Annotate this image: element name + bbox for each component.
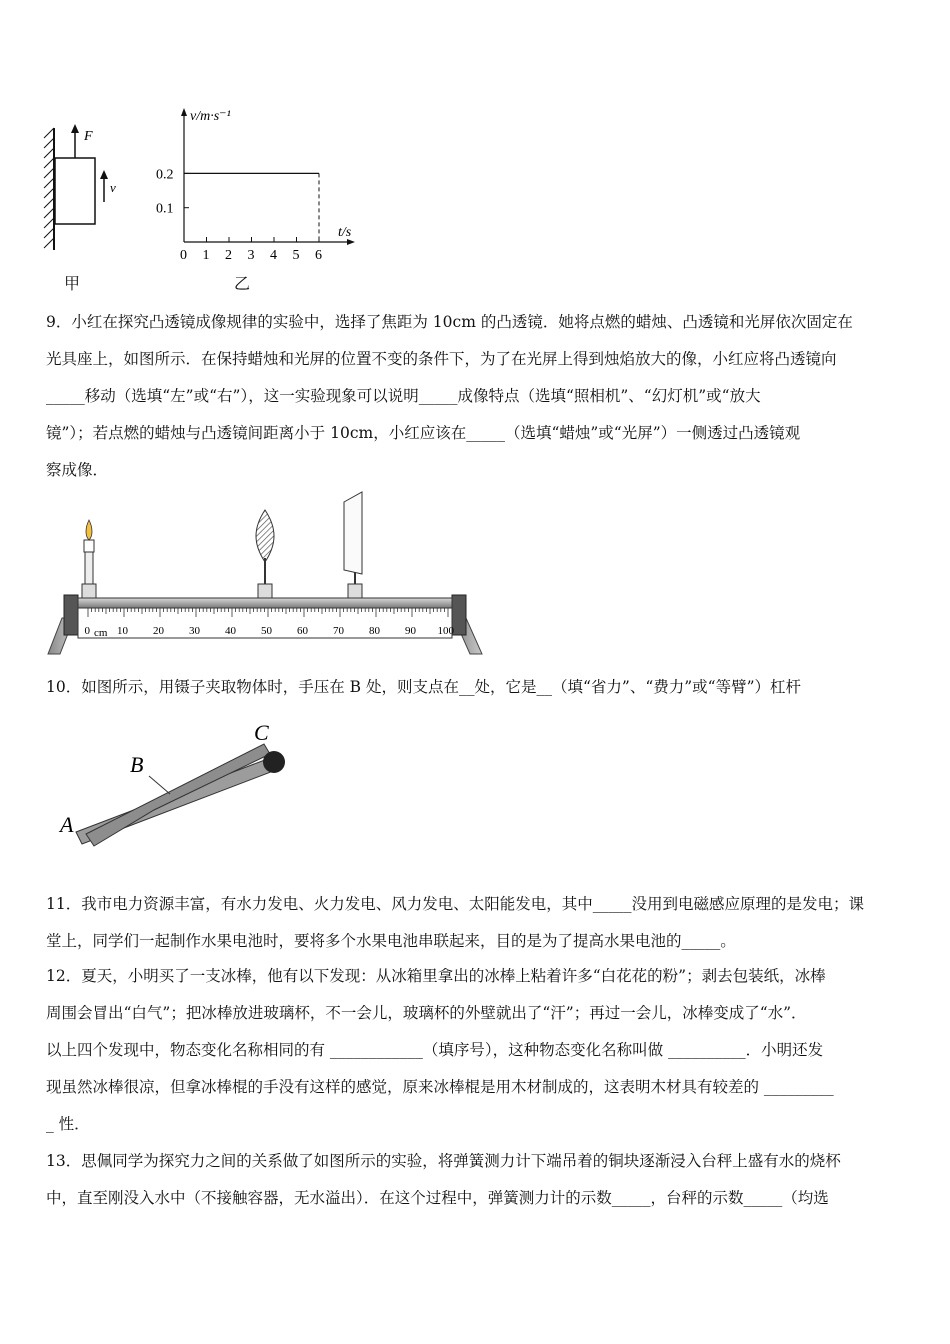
vt-chart <box>150 98 370 278</box>
question-9-line-5: 察成像． <box>46 461 109 479</box>
x-tick-label: 3 <box>247 248 255 263</box>
candle <box>82 520 96 598</box>
label-c: C <box>254 720 269 745</box>
bench-tick-label: 0 <box>84 625 90 637</box>
question-12-line-5: _ 性． <box>46 1115 90 1133</box>
label-jia: 甲 <box>64 274 81 293</box>
question-9-line-4: 镜”）；若点燃的蜡烛与凸透镜间距离小于 10cm，小红应该在_____（选填“蜡烛”或“光屏”）一侧透过凸透镜观 <box>46 424 801 442</box>
bench-tick-label: 50 <box>261 625 272 637</box>
question-9-line-3: _____移动（选填“左”或“右”），这一实验现象可以说明_____成像特点（选填“照相机”、“幻灯机”或“放大 <box>46 387 761 405</box>
bench-tick-label: 30 <box>189 625 200 637</box>
x-tick-label: 4 <box>270 248 277 263</box>
label-b: B <box>130 752 144 777</box>
bench-tick-label: 10 <box>117 625 128 637</box>
y-axis-label: v/m·s⁻¹ <box>190 109 231 124</box>
question-11-line-1: 11．我市电力资源丰富，有水力发电、火力发电、风力发电、太阳能发电，其中_____没用到电磁感应原理的是发电；课 <box>46 895 864 913</box>
x-tick-label: 0 <box>180 248 187 263</box>
tweezers-figure <box>54 714 304 864</box>
bench-tick-label: 90 <box>405 625 416 637</box>
optical-bench-figure <box>44 488 494 660</box>
question-13-line-2: 中，直至刚没入水中（不接触容器，无水溢出）．在这个过程中，弹簧测力计的示数_____，台秤的示数_____（均选 <box>46 1189 829 1207</box>
label-yi: 乙 <box>234 274 251 293</box>
bench-tick-label: 20 <box>153 625 164 637</box>
x-tick-label: 6 <box>315 248 322 263</box>
bench-tick-label: 70 <box>333 625 344 637</box>
bench-unit-label: cm <box>94 627 108 639</box>
right-end-cap <box>452 595 466 635</box>
bench-tick-label: 40 <box>225 625 236 637</box>
object-ball <box>263 751 285 773</box>
x-axis-label: t/s <box>338 225 352 240</box>
force-label: F <box>84 129 93 144</box>
block <box>55 158 95 224</box>
light-screen <box>344 492 362 598</box>
question-11-line-2: 堂上，同学们一起制作水果电池时，要将多个水果电池串联起来，目的是为了提高水果电池的_____。 <box>46 932 736 950</box>
question-12-line-1: 12．夏天，小明买了一支冰棒，他有以下发现：从冰箱里拿出的冰棒上粘着许多“白花花的粉”；剥去包装纸，冰棒 <box>46 967 826 985</box>
x-tick-label: 2 <box>225 248 232 263</box>
question-12-line-2: 周围会冒出“白气”；把冰棒放进玻璃杯，不一会儿，玻璃杯的外壁就出了“汗”；再过一会儿，冰棒变成了“水”． <box>46 1004 807 1022</box>
velocity-label: v <box>110 180 116 195</box>
x-tick-label: 5 <box>292 248 300 263</box>
convex-lens <box>256 510 274 598</box>
x-tick-label: 1 <box>202 248 210 263</box>
question-9-line-2: 光具座上，如图所示．在保持蜡烛和光屏的位置不变的条件下，为了在光屏上得到烛焰放大的像，小红应将凸透镜向 <box>46 350 837 368</box>
question-12-line-4: 现虽然冰棒很凉，但拿冰棒棍的手没有这样的感觉，原来冰棒棍是用木材制成的，这表明木材具有较差的 _________ <box>46 1078 834 1096</box>
bench-tick-label: 100 <box>437 625 454 637</box>
y-tick-label: 0.2 <box>156 167 174 183</box>
label-a: A <box>60 812 74 837</box>
question-13-line-1: 13．思佩同学为探究力之间的关系做了如图所示的实验，将弹簧测力计下端吊着的铜块逐渐浸入台秤上盛有水的烧杯 <box>46 1152 841 1170</box>
figure-jia <box>40 120 130 300</box>
left-end-cap <box>64 595 78 635</box>
y-tick-label: 0.1 <box>156 201 174 217</box>
bench-tick-label: 60 <box>297 625 308 637</box>
bench-tick-label: 80 <box>369 625 380 637</box>
question-12-line-3: 以上四个发现中，物态变化名称相同的有 ____________（填序号），这种物态变化名称叫做 __________．小明还发 <box>46 1041 824 1059</box>
question-10-text: 10．如图所示，用镊子夹取物体时，手压在 B 处，则支点在__处，它是__（填“省力”、“费力”或“等臂”）杠杆 <box>46 678 802 696</box>
question-9-line-1: 9．小红在探究凸透镜成像规律的实验中，选择了焦距为 10cm 的凸透镜．她将点燃的蜡烛、凸透镜和光屏依次固定在 <box>46 313 853 331</box>
bench-rail <box>78 598 452 608</box>
